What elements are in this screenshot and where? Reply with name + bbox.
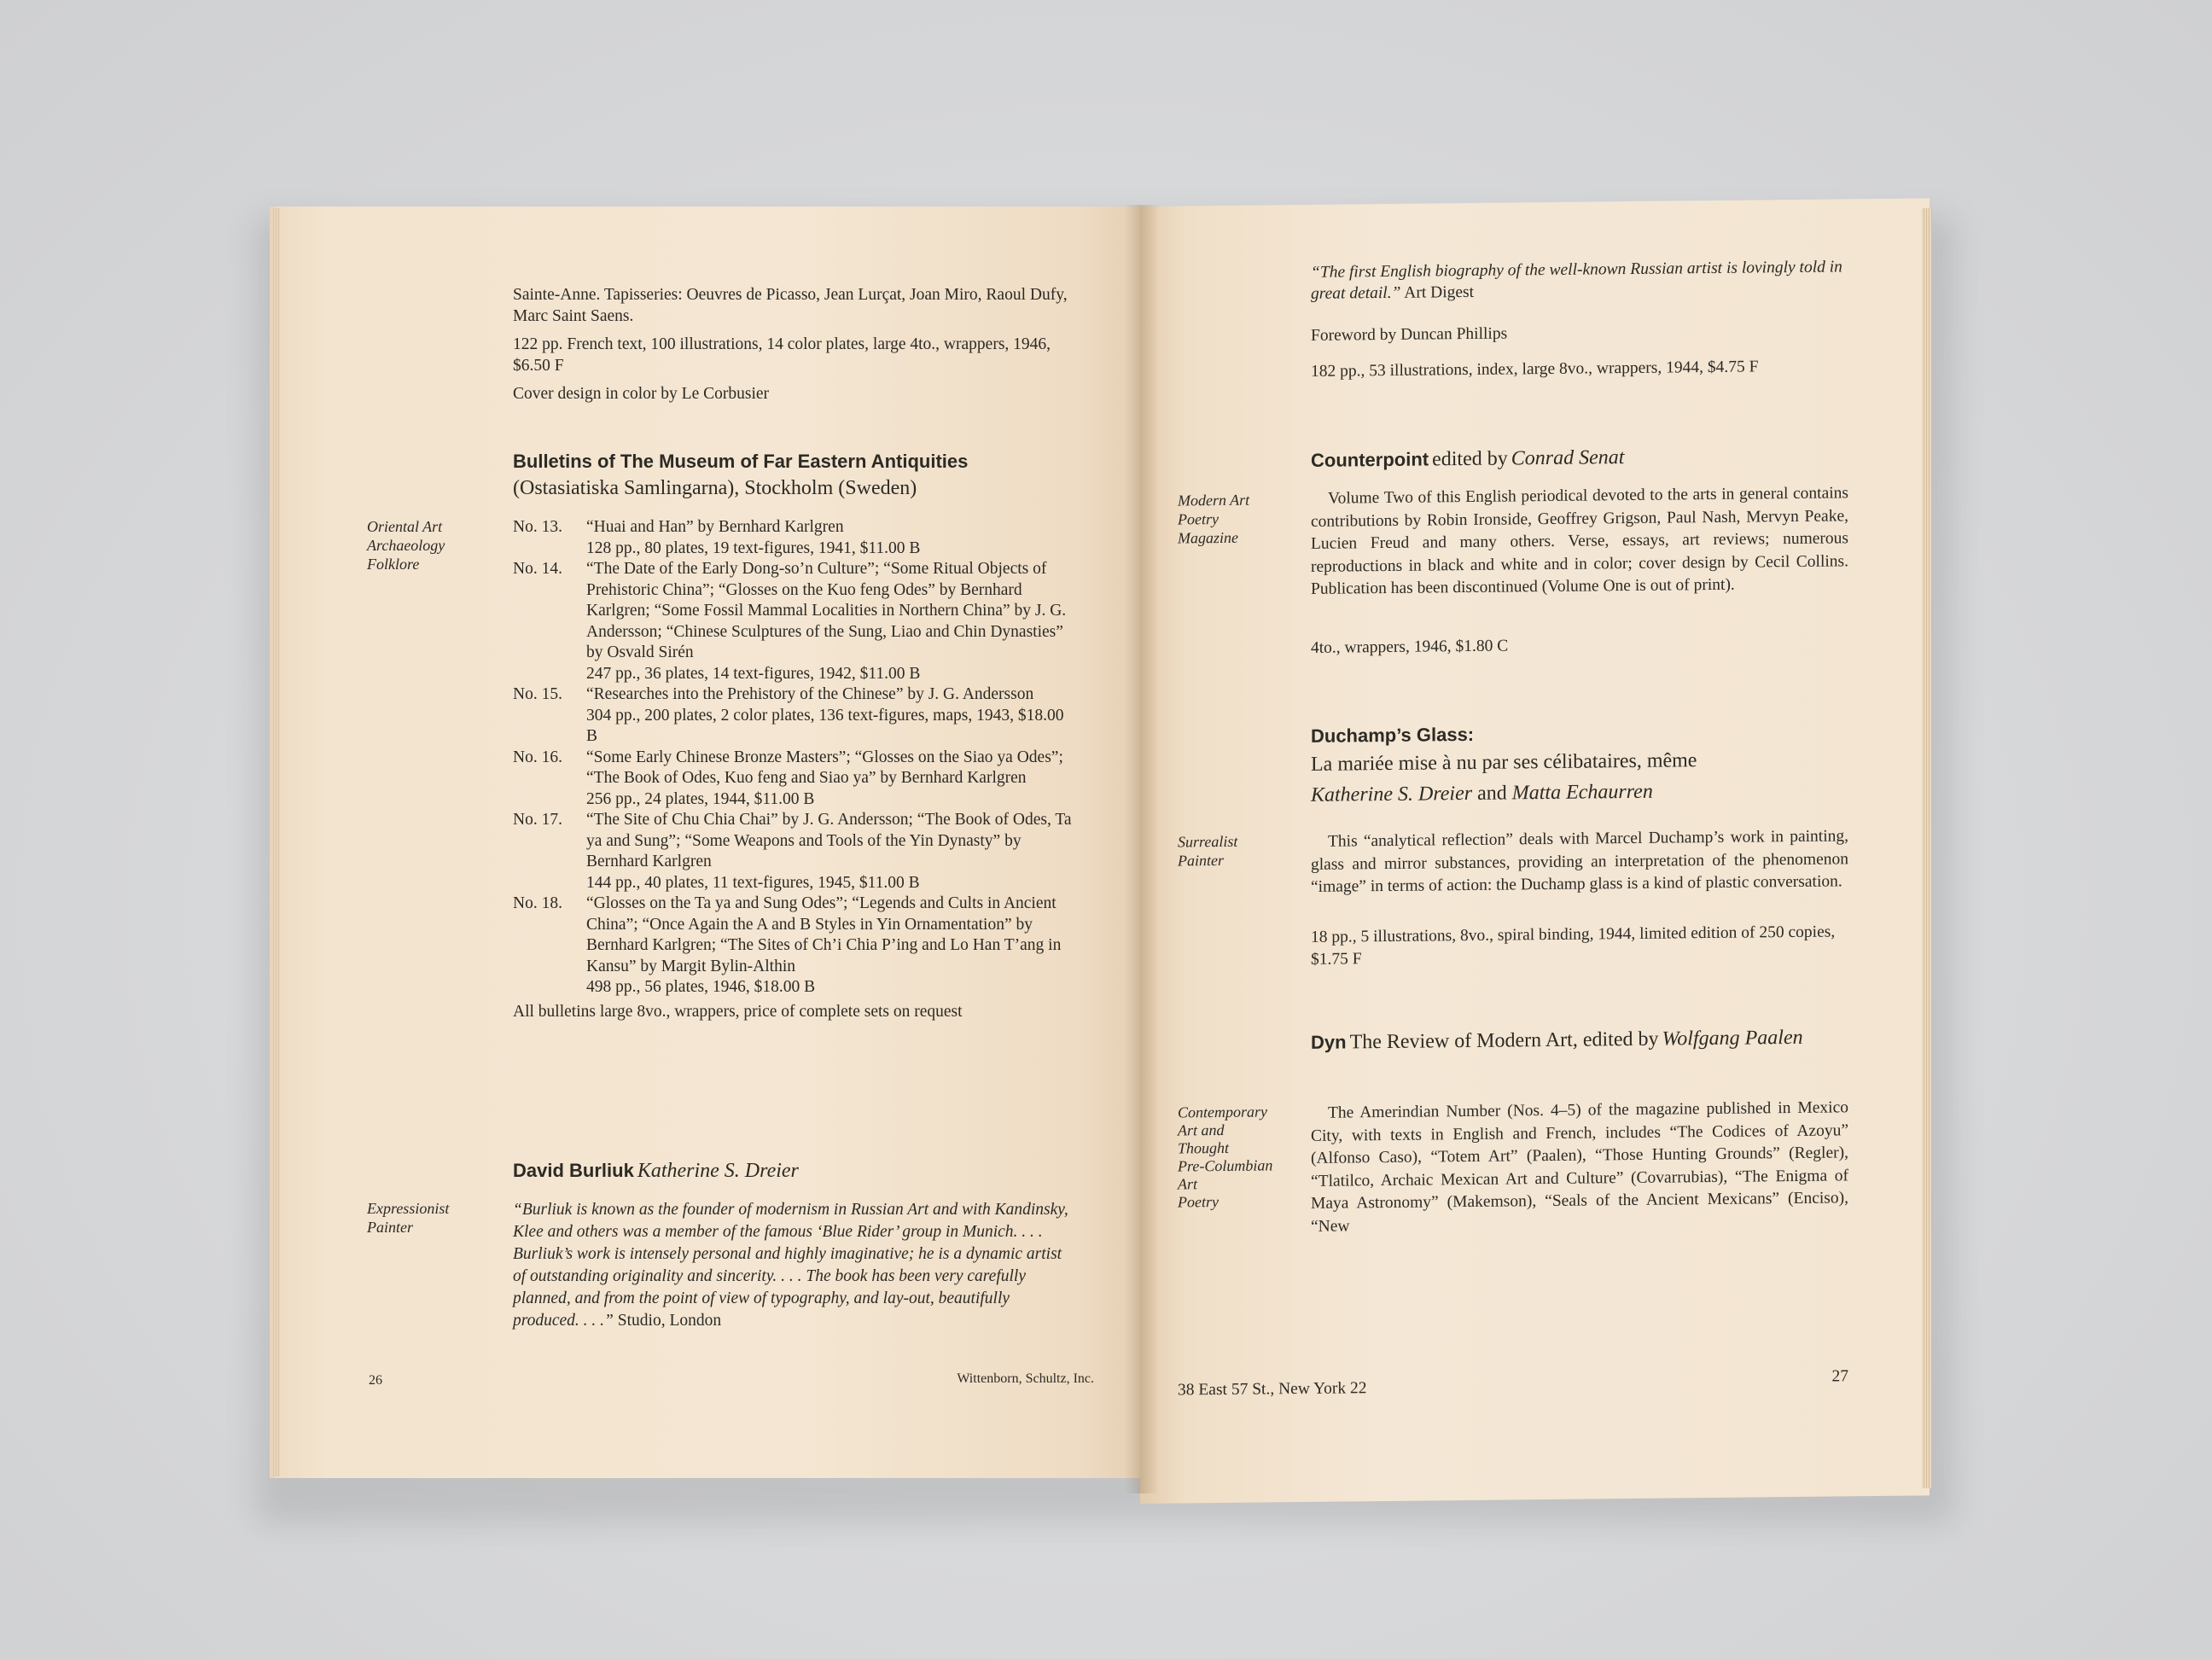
burliuk-heading — [513, 1157, 1093, 1185]
bulletin-text: “Researches into the Prehistory of the Chinese” by J. G. Andersson — [586, 685, 1034, 703]
side-label: Expressionist — [367, 1200, 450, 1217]
bulletins-title: Bulletins of The Museum of Far Eastern Antiquities — [513, 451, 969, 472]
bulletin-number: No. 16. — [513, 748, 562, 766]
bulletin-details: 256 pp., 24 plates, 1944, $11.00 B — [586, 789, 815, 808]
bulletin-details: 128 pp., 80 plates, 19 text-figures, 1941, $11.00 B — [586, 538, 921, 557]
side-labels-contemporary — [1178, 1103, 1306, 1212]
burliuk-quote: “Burliuk is known as the founder of modernism in Russian Art and with Kandinsky, Klee and others was a member of the famous ‘Blue Rider’ group in Munich. . . . Burliuk’s work is intensely personal and highly imaginative; he is a dynamic artist of outstanding originality and sincerity. . . . The book has been very carefully planned, and from the point of view of typography, and lay-out, beautifully produced. . . .” — [513, 1201, 1068, 1330]
top-quote: “The first English biography of the well-known Russian artist is lovingly told in great detail.” — [1311, 258, 1842, 303]
bulletin-number: No. 15. — [513, 685, 562, 703]
burliuk-quote-block — [513, 1199, 1076, 1332]
list-item — [513, 517, 1076, 559]
top-details: 182 pp., 53 illustrations, index, large 8vo., wrappers, 1944, $4.75 F — [1311, 358, 1759, 381]
dyn-editor: Wolfgang Paalen — [1662, 1026, 1803, 1051]
bulletin-number: No. 18. — [513, 894, 562, 912]
bulletin-text: “Glosses on the Ta ya and Sung Odes”; “Legends and Cults in Ancient China”; “Once Again the A and B Styles in Yin Ornamentation” by Bernhard Karlgren; “The Sites of Ch’i Chia P’ing and Lo Han T’ang in Kansu” by Margit Bylin-Althin — [586, 894, 1062, 975]
bulletin-text: “Huai and Han” by Bernhard Karlgren — [586, 518, 844, 536]
side-label: Pre-Columbian — [1178, 1156, 1273, 1175]
burliuk-author: Katherine S. Dreier — [637, 1160, 799, 1182]
side-label: Painter — [367, 1219, 413, 1236]
list-item — [513, 684, 1076, 748]
top-quote-block — [1311, 257, 1848, 305]
side-label: Painter — [1178, 851, 1224, 870]
top-quote-source: Art Digest — [1404, 282, 1475, 302]
counterpoint-title: Counterpoint — [1311, 448, 1429, 471]
page-number-left: 26 — [369, 1373, 382, 1388]
duchamp-subtitle: La mariée mise à nu par ses célibataires, même — [1311, 749, 1697, 776]
side-label: Poetry — [1178, 510, 1219, 528]
bulletins-subtitle: (Ostasiatiska Samlingarna), Stockholm (Sweden) — [513, 477, 917, 499]
bulletin-text: “The Date of the Early Dong-so’n Culture”; “Some Ritual Objects of Prehistoric China”; “Glosses on the Kuo feng Odes” by Bernhard Karlgren; “Some Fossil Mammal Localities in Northern China” by J. G. Andersson; “Chinese Sculptures of the Sung, Liao and Chin Dynasties” by Osvald Sirén — [586, 560, 1067, 661]
side-label: Art and — [1178, 1121, 1225, 1139]
side-label: Surrealist — [1178, 832, 1238, 851]
side-label: Magazine — [1178, 528, 1238, 547]
cover-note: Cover design in color by Le Corbusier — [513, 385, 770, 403]
duchamp-author-2: Matta Echaurren — [1511, 780, 1653, 805]
counterpoint-details: 4to., wrappers, 1946, $1.80 C — [1311, 637, 1509, 657]
top-text: Sainte-Anne. Tapisseries: Oeuvres de Picasso, Jean Lurçat, Joan Miro, Raoul Dufy, Marc Saint Saens. — [513, 286, 1068, 325]
side-labels-surrealist — [1178, 831, 1306, 870]
bulletins-note: All bulletins large 8vo., wrappers, price of complete sets on request — [513, 1002, 963, 1021]
duchamp-author-1: Katherine S. Dreier — [1311, 782, 1473, 806]
counterpoint-description: Volume Two of this English periodical devoted to the arts in general contains contributions by Robin Ironside, Geoffrey Grigson, Paul Nash, Mervyn Peake, Lucien Freud and many others. Verse, essays, art reviews; numerous reproductions in black and white and in color; cover design by Cecil Collins. Publication has been discontinued (Volume One is out of print). — [1311, 484, 1848, 598]
counterpoint-edited-by: edited by — [1432, 447, 1508, 471]
dyn-subtitle: The Review of Modern Art, edited by — [1349, 1027, 1659, 1054]
foreword: Foreword by Duncan Phillips — [1311, 324, 1508, 345]
side-labels-expressionist — [367, 1199, 495, 1237]
list-item — [513, 810, 1076, 894]
bulletin-details: 247 pp., 36 plates, 14 text-figures, 1942, $11.00 B — [586, 664, 921, 683]
side-label: Archaeology — [367, 537, 445, 554]
dyn-heading — [1311, 1022, 1857, 1061]
dyn-title: Dyn — [1311, 1031, 1347, 1053]
page-number-right: 27 — [1831, 1367, 1848, 1386]
page-edges-right — [1922, 208, 1932, 1488]
left-page — [270, 207, 1145, 1478]
side-label: Thought — [1178, 1138, 1230, 1157]
list-item — [513, 748, 1076, 811]
bulletin-list — [513, 517, 1076, 1022]
list-item — [513, 559, 1076, 684]
bulletin-text: “The Site of Chu Chia Chai” by J. G. Andersson; “The Book of Odes, Ta ya and Sung”; “Some Weapons and Tools of the Yin Dynasty” by Bernhard Karlgren — [586, 811, 1072, 870]
side-label: Contemporary — [1178, 1103, 1267, 1121]
footer-publisher: Wittenborn, Schultz, Inc. — [957, 1371, 1094, 1386]
side-label: Folklore — [367, 556, 420, 573]
side-labels-oriental — [367, 517, 495, 573]
side-labels-modern-art — [1178, 490, 1306, 548]
duchamp-description: This “analytical reflection” deals with Marcel Duchamp’s work in painting, glass and mirror substances, providing an interpretation of the phenomenon “image” in terms of action: the Duchamp glass is a kind of plastic conversation. — [1311, 827, 1848, 896]
top-details: 122 pp. French text, 100 illustrations, 14 color plates, large 4to., wrappers, 1946, $6.50 F — [513, 335, 1051, 375]
burliuk-title: David Burliuk — [513, 1160, 634, 1181]
bulletin-details: 304 pp., 200 plates, 2 color plates, 136 text-figures, maps, 1943, $18.00 B — [586, 706, 1064, 745]
bulletin-details: 498 pp., 56 plates, 1946, $18.00 B — [586, 978, 816, 996]
duchamp-details: 18 pp., 5 illustrations, 8vo., spiral binding, 1944, limited edition of 250 copies, $1.75 F — [1311, 923, 1836, 969]
counterpoint-editor: Conrad Senat — [1511, 446, 1625, 470]
bulletin-text: “Some Early Chinese Bronze Masters”; “Glosses on the Siao ya Odes”; “The Book of Odes, Kuo feng and Siao ya” by Bernhard Karlgren — [586, 748, 1063, 787]
duchamp-and: and — [1477, 782, 1507, 805]
book-gutter — [1125, 205, 1159, 1493]
duchamp-authors — [1311, 776, 1857, 809]
right-page — [1140, 198, 1930, 1504]
dyn-description: The Amerindian Number (Nos. 4–5) of the magazine published in Mexico City, with texts in English and French, includes “The Codices of Azoyu” (Alfonso Caso), “Totem Art” (Paalen), “Those Hunting Grounds” (Regler), “Tlatilco, Archaic Mexican Art and Culture” (Covarrubias), “The Enigma of Maya Astronomy” (Makemson), “Seals of the Ancient Mexicans” (Enciso), “New — [1311, 1098, 1848, 1236]
side-label: Poetry — [1178, 1193, 1219, 1211]
bulletin-details: 144 pp., 40 plates, 11 text-figures, 1945, $11.00 B — [586, 873, 920, 892]
duchamp-title: Duchamp’s Glass: — [1311, 723, 1475, 747]
burliuk-source: Studio, London — [617, 1312, 722, 1330]
bulletin-number: No. 14. — [513, 560, 562, 578]
bulletin-number: No. 13. — [513, 518, 562, 536]
side-label: Modern Art — [1178, 491, 1250, 509]
side-label: Oriental Art — [367, 518, 443, 535]
counterpoint-heading — [1311, 441, 1857, 474]
side-label: Art — [1178, 1175, 1198, 1193]
page-edges-left — [271, 208, 280, 1476]
list-item — [513, 894, 1076, 998]
footer-address: 38 East 57 St., New York 22 — [1178, 1379, 1367, 1400]
bulletin-number: No. 17. — [513, 811, 562, 829]
